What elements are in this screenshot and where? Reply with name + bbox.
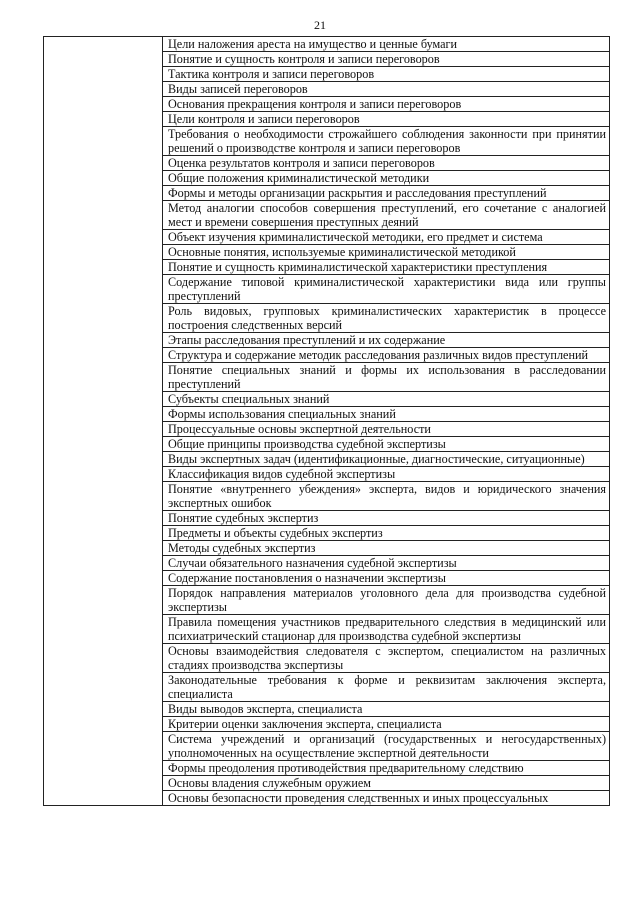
topic-cell: Понятие судебных экспертиз: [163, 511, 610, 526]
page-number: 21: [314, 18, 326, 32]
topic-cell: Предметы и объекты судебных экспертиз: [163, 526, 610, 541]
topic-cell: Формы преодоления противодействия предварительному следствию: [163, 761, 610, 776]
topic-cell: Понятие специальных знаний и формы их использования в расследовании преступлений: [163, 363, 610, 392]
topic-cell: Понятие и сущность контроля и записи переговоров: [163, 52, 610, 67]
topic-cell: Основы владения служебным оружием: [163, 776, 610, 791]
empty-left-cell: [44, 37, 163, 806]
topic-cell: Субъекты специальных знаний: [163, 392, 610, 407]
topic-cell: Система учреждений и организаций (государственных и негосударственных) уполномоченных на осуществление экспертной деятельности: [163, 732, 610, 761]
topic-cell: Общие положения криминалистической методики: [163, 171, 610, 186]
topic-cell: Основания прекращения контроля и записи переговоров: [163, 97, 610, 112]
topic-cell: Объект изучения криминалистической методики, его предмет и система: [163, 230, 610, 245]
topic-cell: Виды экспертных задач (идентификационные, диагностические, ситуационные): [163, 452, 610, 467]
topic-cell: Общие принципы производства судебной экспертизы: [163, 437, 610, 452]
topic-cell: Этапы расследования преступлений и их содержание: [163, 333, 610, 348]
topic-cell: Метод аналогии способов совершения преступлений, его сочетание с аналогией мест и времени совершения преступных деяний: [163, 201, 610, 230]
topic-cell: Основы взаимодействия следователя с экспертом, специалистом на различных стадиях производства экспертизы: [163, 644, 610, 673]
topic-cell: Правила помещения участников предварительного следствия в медицинский или психиатрический стационар для производства судебной экспертизы: [163, 615, 610, 644]
topic-cell: Цели контроля и записи переговоров: [163, 112, 610, 127]
topic-cell: Роль видовых, групповых криминалистических характеристик в процессе построения следственных версий: [163, 304, 610, 333]
topic-cell: Содержание типовой криминалистической характеристики вида или группы преступлений: [163, 275, 610, 304]
topic-cell: Критерии оценки заключения эксперта, специалиста: [163, 717, 610, 732]
topic-cell: Процессуальные основы экспертной деятельности: [163, 422, 610, 437]
topic-cell: Классификация видов судебной экспертизы: [163, 467, 610, 482]
topic-cell: Методы судебных экспертиз: [163, 541, 610, 556]
table-row: [44, 37, 610, 52]
topics-table: [43, 36, 610, 806]
topic-cell: Оценка результатов контроля и записи переговоров: [163, 156, 610, 171]
topic-cell: Законодательные требования к форме и реквизитам заключения эксперта, специалиста: [163, 673, 610, 702]
topic-cell: Порядок направления материалов уголовного дела для производства судебной экспертизы: [163, 586, 610, 615]
topic-cell: Основные понятия, используемые криминалистической методикой: [163, 245, 610, 260]
topic-cell: Случаи обязательного назначения судебной экспертизы: [163, 556, 610, 571]
topic-cell: Содержание постановления о назначении экспертизы: [163, 571, 610, 586]
topic-cell: Виды выводов эксперта, специалиста: [163, 702, 610, 717]
topics-table-body: [44, 37, 610, 806]
topic-cell: Цели наложения ареста на имущество и ценные бумаги: [163, 37, 610, 52]
topic-cell: Понятие и сущность криминалистической характеристики преступления: [163, 260, 610, 275]
topic-cell: Требования о необходимости строжайшего соблюдения законности при принятии решений о производстве контроля и записи переговоров: [163, 127, 610, 156]
topic-cell: Виды записей переговоров: [163, 82, 610, 97]
topic-cell: Понятие «внутреннего убеждения» эксперта, видов и юридического значения экспертных ошибок: [163, 482, 610, 511]
topic-cell: Основы безопасности проведения следственных и иных процессуальных: [163, 791, 610, 806]
topic-cell: Формы и методы организации раскрытия и расследования преступлений: [163, 186, 610, 201]
topic-cell: Формы использования специальных знаний: [163, 407, 610, 422]
topic-cell: Тактика контроля и записи переговоров: [163, 67, 610, 82]
topic-cell: Структура и содержание методик расследования различных видов преступлений: [163, 348, 610, 363]
